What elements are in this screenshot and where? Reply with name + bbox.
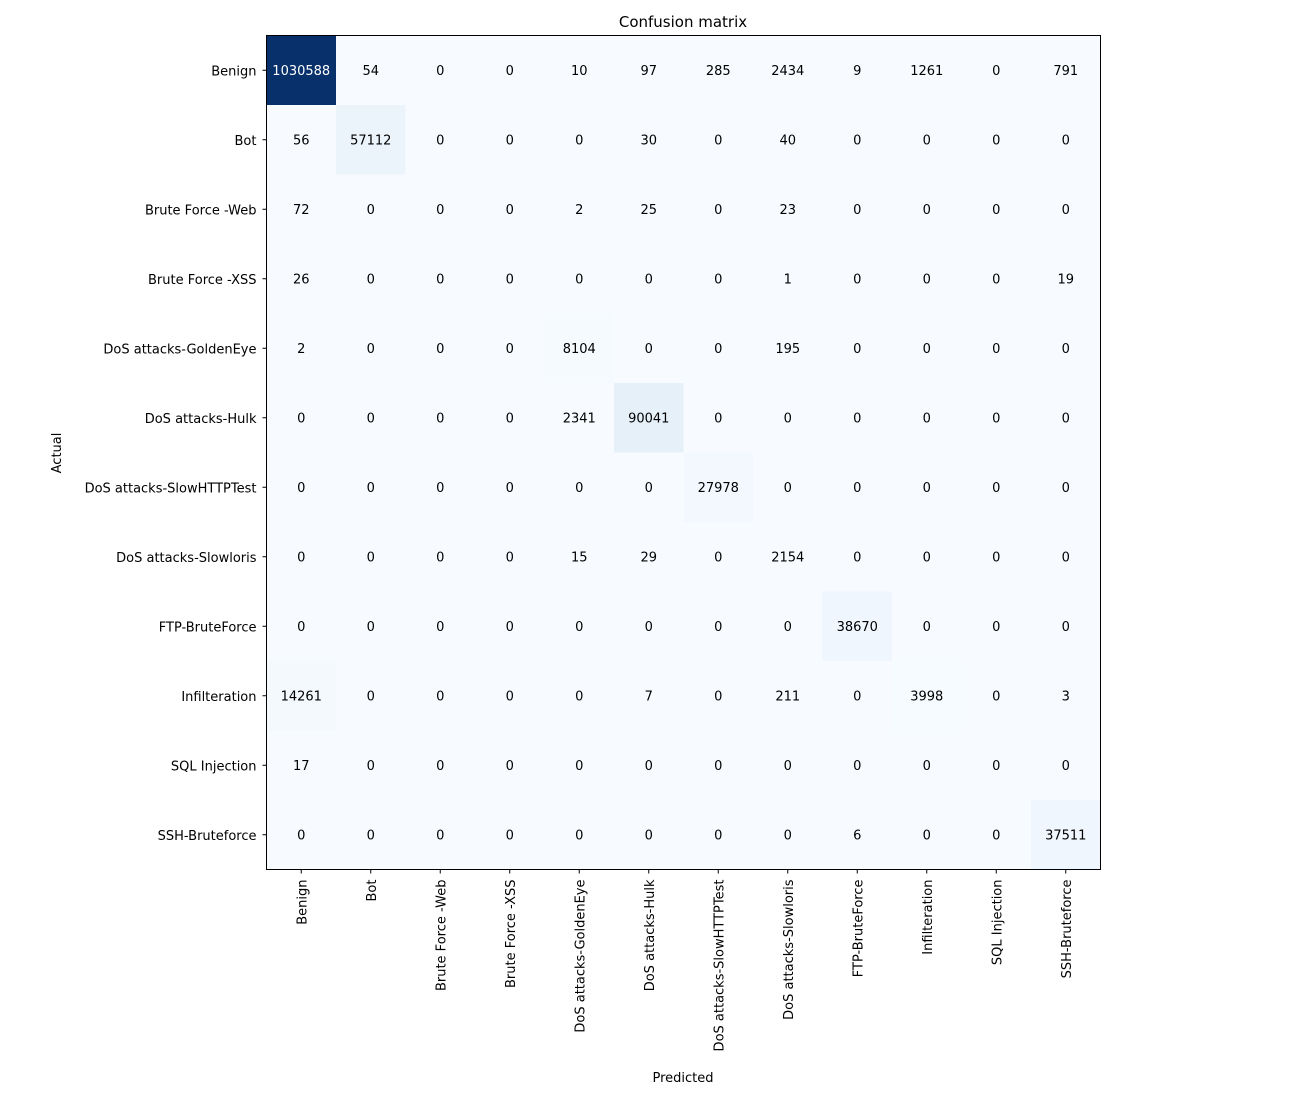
- heatmap-cell-value: 0: [922, 133, 931, 149]
- heatmap-cell-value: 0: [644, 272, 653, 288]
- y-tick-label: SQL Injection: [170, 759, 257, 775]
- heatmap-cell-value: 0: [644, 480, 653, 496]
- heatmap-cell-value: 10: [570, 63, 588, 79]
- heatmap-cell-value: 0: [714, 341, 723, 357]
- heatmap-cell-value: 0: [644, 828, 653, 844]
- heatmap-cell-value: 0: [575, 272, 584, 288]
- heatmap-cell-value: 6: [853, 828, 862, 844]
- heatmap-cell-value: 0: [575, 689, 584, 705]
- heatmap-cell-value: 90041: [628, 411, 670, 427]
- heatmap-cell-value: 0: [922, 828, 931, 844]
- x-tick-label: DoS attacks-GoldenEye: [573, 879, 589, 1033]
- heatmap-cell-value: 0: [714, 272, 723, 288]
- heatmap-cell-value: 0: [366, 550, 375, 566]
- heatmap-cell-value: 0: [922, 619, 931, 635]
- heatmap-cell-value: 791: [1053, 63, 1079, 79]
- heatmap-cell-value: 26: [292, 272, 310, 288]
- heatmap-cell-value: 0: [992, 133, 1001, 149]
- heatmap-cell-value: 0: [853, 411, 862, 427]
- heatmap-cell-value: 97: [640, 63, 658, 79]
- heatmap-cell-value: 0: [714, 411, 723, 427]
- heatmap-cell-value: 0: [992, 202, 1001, 218]
- heatmap-cell-value: 0: [922, 550, 931, 566]
- heatmap-cell-value: 40: [779, 133, 797, 149]
- heatmap-cell-value: 0: [783, 828, 792, 844]
- x-tick-label: DoS attacks-Slowloris: [781, 879, 797, 1020]
- heatmap-cell-value: 0: [922, 480, 931, 496]
- heatmap-cell-value: 0: [853, 341, 862, 357]
- heatmap-cell-value: 14261: [280, 689, 322, 705]
- heatmap-cell-value: 0: [1061, 202, 1070, 218]
- y-tick-label: Benign: [211, 64, 257, 80]
- y-tick-label: FTP-BruteForce: [158, 620, 257, 636]
- y-tick-label: Bot: [234, 133, 257, 149]
- heatmap-cell-value: 0: [644, 758, 653, 774]
- x-axis-label: Predicted: [652, 1071, 714, 1086]
- heatmap-cell-value: 0: [366, 758, 375, 774]
- heatmap-cell-value: 54: [362, 63, 380, 79]
- y-tick-label: DoS attacks-SlowHTTPTest: [84, 481, 257, 497]
- heatmap-cell-value: 0: [922, 411, 931, 427]
- x-tick-label: Brute Force -Web: [434, 879, 450, 992]
- heatmap-cell-value: 0: [1061, 758, 1070, 774]
- heatmap-cell-value: 0: [922, 341, 931, 357]
- x-tick-label: DoS attacks-SlowHTTPTest: [712, 879, 728, 1052]
- heatmap-cell-value: 0: [436, 550, 445, 566]
- heatmap-cell-value: 29: [640, 550, 658, 566]
- heatmap-cell-value: 0: [992, 341, 1001, 357]
- heatmap-cell-value: 0: [853, 758, 862, 774]
- heatmap-cell-value: 0: [505, 758, 514, 774]
- y-tick-label: Infilteration: [181, 689, 257, 705]
- heatmap-cell-value: 0: [644, 619, 653, 635]
- heatmap-cell-value: 0: [297, 619, 306, 635]
- heatmap-cell-value: 0: [992, 550, 1001, 566]
- heatmap-cell-value: 0: [575, 828, 584, 844]
- heatmap-cell-value: 2: [297, 341, 306, 357]
- heatmap-cell-value: 0: [714, 202, 723, 218]
- heatmap-cell-value: 0: [505, 63, 514, 79]
- heatmap-cells: [267, 36, 1102, 871]
- heatmap-cell-value: 0: [505, 480, 514, 496]
- heatmap-cell-value: 0: [783, 619, 792, 635]
- heatmap-cell-value: 30: [640, 133, 658, 149]
- heatmap-cell-value: 2434: [771, 63, 805, 79]
- x-tick-label: SSH-Bruteforce: [1059, 879, 1075, 979]
- heatmap-cell-value: 0: [853, 689, 862, 705]
- y-axis-ticks: [85, 64, 267, 844]
- heatmap-cell-value: 0: [992, 758, 1001, 774]
- heatmap-cell-value: 0: [1061, 619, 1070, 635]
- heatmap-cell-value: 0: [505, 828, 514, 844]
- heatmap-cell-value: 195: [775, 341, 801, 357]
- heatmap-cell-value: 0: [714, 619, 723, 635]
- heatmap-cell-value: 0: [714, 689, 723, 705]
- heatmap-cell-value: 0: [575, 133, 584, 149]
- heatmap-cell-value: 8104: [562, 341, 596, 357]
- heatmap-cell-value: 0: [1061, 133, 1070, 149]
- heatmap-cell-value: 0: [436, 341, 445, 357]
- heatmap-cell-value: 0: [366, 619, 375, 635]
- heatmap-cell-value: 0: [992, 272, 1001, 288]
- heatmap-cell-value: 0: [366, 828, 375, 844]
- heatmap-cell-value: 0: [366, 689, 375, 705]
- x-tick-label: SQL Injection: [990, 879, 1006, 966]
- heatmap-cell-value: 0: [853, 550, 862, 566]
- heatmap-cell-value: 0: [505, 133, 514, 149]
- heatmap-cell-value: 15: [570, 550, 588, 566]
- heatmap-cell-value: 0: [783, 411, 792, 427]
- heatmap-cell-value: 285: [705, 63, 731, 79]
- heatmap-cell-value: 72: [292, 202, 310, 218]
- heatmap-cell-value: 0: [436, 828, 445, 844]
- heatmap-cell-value: 0: [366, 480, 375, 496]
- heatmap-cell-value: 19: [1057, 272, 1075, 288]
- heatmap-cell-value: 0: [575, 619, 584, 635]
- heatmap-cell-value: 0: [1061, 411, 1070, 427]
- heatmap-cell-value: 0: [922, 272, 931, 288]
- heatmap-cell-value: 0: [505, 619, 514, 635]
- heatmap-cell-value: 0: [505, 202, 514, 218]
- heatmap-cell-value: 0: [853, 202, 862, 218]
- heatmap-cell-value: 3: [1061, 689, 1070, 705]
- heatmap-cell-value: 56: [292, 133, 310, 149]
- heatmap-cell-value: 2341: [562, 411, 596, 427]
- heatmap-cell-value: 211: [775, 689, 801, 705]
- heatmap-cell-value: 0: [366, 411, 375, 427]
- heatmap-cell-value: 2154: [771, 550, 805, 566]
- x-tick-label: Bot: [364, 879, 380, 902]
- y-tick-label: DoS attacks-GoldenEye: [103, 342, 257, 358]
- y-axis-label: Actual: [50, 432, 65, 474]
- heatmap-cell-value: 0: [922, 202, 931, 218]
- x-tick-label: Infilteration: [920, 879, 936, 955]
- heatmap-cell-value: 0: [436, 202, 445, 218]
- heatmap-cell-value: 0: [853, 272, 862, 288]
- heatmap-cell-value: 0: [714, 828, 723, 844]
- heatmap-cell-value: 9: [853, 63, 862, 79]
- heatmap-cell-value: 23: [779, 202, 797, 218]
- heatmap-cell-value: 0: [297, 480, 306, 496]
- heatmap-cell-value: 0: [436, 133, 445, 149]
- heatmap-cell-value: 3998: [910, 689, 944, 705]
- y-tick-label: DoS attacks-Slowloris: [116, 550, 257, 566]
- heatmap-cell-value: 1030588: [272, 63, 331, 79]
- heatmap-cell-value: 0: [714, 758, 723, 774]
- y-tick-label: SSH-Bruteforce: [157, 828, 257, 844]
- heatmap-cell-value: 0: [505, 411, 514, 427]
- heatmap-cell-value: 0: [505, 272, 514, 288]
- heatmap-cell-value: 0: [575, 480, 584, 496]
- heatmap-cell-value: 0: [783, 480, 792, 496]
- heatmap-cell-value: 1261: [910, 63, 944, 79]
- heatmap-cell-value: 0: [922, 758, 931, 774]
- heatmap-cell-value: 25: [640, 202, 658, 218]
- x-tick-label: DoS attacks-Hulk: [642, 879, 658, 992]
- y-tick-label: DoS attacks-Hulk: [144, 411, 257, 427]
- heatmap-cell-value: 0: [575, 758, 584, 774]
- heatmap-cell-value: 0: [436, 619, 445, 635]
- chart-title: Confusion matrix: [618, 13, 748, 31]
- heatmap-cell-value: 0: [436, 758, 445, 774]
- heatmap-cell-value: 1: [783, 272, 792, 288]
- heatmap-cell-value: 0: [992, 619, 1001, 635]
- heatmap-cell-value: 57112: [350, 133, 392, 149]
- heatmap-cell-value: 0: [505, 689, 514, 705]
- heatmap-cell-value: 0: [436, 411, 445, 427]
- heatmap-cell-value: 0: [992, 411, 1001, 427]
- heatmap-cell-value: 0: [366, 202, 375, 218]
- x-tick-label: Benign: [295, 879, 311, 925]
- heatmap-cell-value: 27978: [697, 480, 739, 496]
- heatmap-cell-value: 0: [436, 689, 445, 705]
- y-tick-label: Brute Force -Web: [144, 203, 257, 219]
- heatmap-cell-value: 0: [853, 133, 862, 149]
- heatmap-cell-value: 0: [436, 480, 445, 496]
- heatmap-cell-value: 0: [1061, 480, 1070, 496]
- heatmap-cell-value: 0: [1061, 550, 1070, 566]
- heatmap-cell-value: 0: [366, 341, 375, 357]
- heatmap-cell-value: 0: [714, 550, 723, 566]
- heatmap-cell-value: 2: [575, 202, 584, 218]
- heatmap-cell-value: 0: [505, 550, 514, 566]
- heatmap-cell-value: 37511: [1045, 828, 1087, 844]
- heatmap-cell-value: 0: [1061, 341, 1070, 357]
- heatmap-cell-value: 0: [714, 133, 723, 149]
- heatmap-cell-value: 7: [644, 689, 653, 705]
- x-axis-ticks: [295, 870, 1075, 1052]
- heatmap-cell-value: 0: [644, 341, 653, 357]
- heatmap-cell-value: 0: [853, 480, 862, 496]
- heatmap-cell-value: 0: [992, 689, 1001, 705]
- heatmap-cell-value: 0: [297, 828, 306, 844]
- heatmap-cell-value: 0: [436, 272, 445, 288]
- heatmap-cell-value: 17: [292, 758, 310, 774]
- heatmap-cell-value: 0: [505, 341, 514, 357]
- heatmap-cell-value: 0: [297, 550, 306, 566]
- heatmap-cell-value: 0: [992, 828, 1001, 844]
- y-tick-label: Brute Force -XSS: [148, 272, 257, 288]
- x-tick-label: Brute Force -XSS: [503, 879, 519, 988]
- heatmap-cell-value: 0: [436, 63, 445, 79]
- x-tick-label: FTP-BruteForce: [851, 879, 867, 978]
- heatmap-cell-value: 38670: [836, 619, 878, 635]
- heatmap-cell-value: 0: [783, 758, 792, 774]
- heatmap-cell-value: 0: [297, 411, 306, 427]
- heatmap-cell-value: 0: [366, 272, 375, 288]
- heatmap-cell-value: 0: [992, 480, 1001, 496]
- heatmap-cell-value: 0: [992, 63, 1001, 79]
